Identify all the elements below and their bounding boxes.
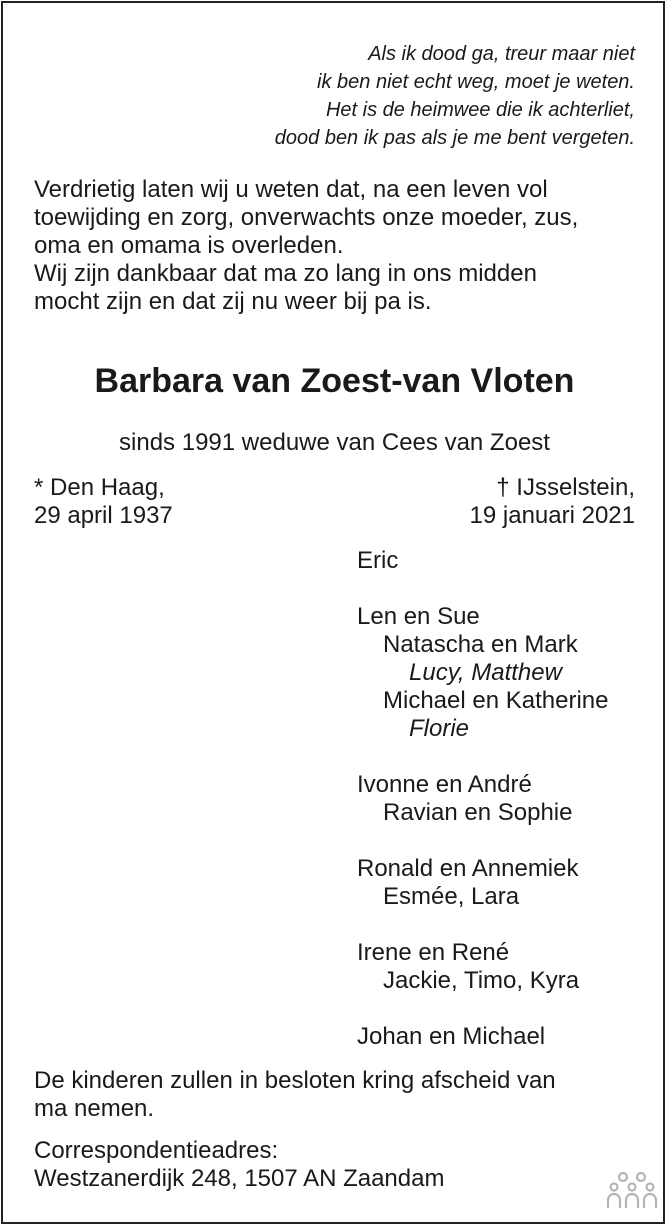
death-info [470, 474, 635, 530]
family-child-line: Johan en Michael [357, 1023, 546, 1050]
intro-line: Verdrietig laten wij u weten dat, na een leven vol [34, 176, 548, 203]
address-value: Westzanerdijk 248, 1507 AN Zaandam [34, 1165, 445, 1192]
family-grandchild-partner-line: Esmée, Lara [383, 883, 520, 910]
family-spacer [357, 743, 608, 771]
poem-line: dood ben ik pas als je me bent vergeten. [274, 127, 635, 149]
people-group-icon [606, 1168, 658, 1210]
intro-text [34, 176, 639, 316]
poem-line: Als ik dood ga, treur maar niet [368, 43, 635, 65]
family-list [357, 547, 608, 1051]
family-grandchild-partner-line: Michael en Katherine [383, 687, 609, 714]
birth-info [34, 474, 173, 530]
family-spacer [357, 827, 608, 855]
closing-text [34, 1067, 556, 1123]
family-grandchild-partner-line: Jackie, Timo, Kyra [383, 967, 580, 994]
family-grandchild-line: Florie [409, 715, 470, 742]
family-child-line: Ivonne en André [357, 771, 532, 798]
family-child-line: Len en Sue [357, 603, 480, 630]
intro-line: mocht zijn en dat zij nu weer bij pa is. [34, 288, 432, 315]
death-place: † IJsselstein, [496, 474, 635, 501]
address-label: Correspondentieadres: [34, 1137, 279, 1164]
closing-line: De kinderen zullen in besloten kring afscheid van [34, 1067, 556, 1094]
correspondence-address [34, 1137, 444, 1193]
poem [275, 40, 635, 152]
intro-line: toewijding en zorg, onverwachts onze moeder, zus, [34, 204, 579, 231]
widow-line: sinds 1991 weduwe van Cees van Zoest [119, 429, 550, 456]
family-child-line: Ronald en Annemiek [357, 855, 579, 882]
birth-place: * Den Haag, [34, 474, 165, 501]
death-date: 19 januari 2021 [469, 502, 635, 529]
family-child-line: Irene en René [357, 939, 510, 966]
closing-line: ma nemen. [34, 1095, 155, 1122]
intro-line: oma en omama is overleden. [34, 232, 344, 259]
family-child-line: Eric [357, 547, 399, 574]
intro-line: Wij zijn dankbaar dat ma zo lang in ons midden [34, 260, 537, 287]
birth-date: 29 april 1937 [34, 502, 173, 529]
family-spacer [357, 911, 608, 939]
family-grandchild-partner-line: Natascha en Mark [383, 631, 578, 658]
deceased-name: Barbara van Zoest-van Vloten [94, 362, 575, 400]
family-spacer [357, 995, 608, 1023]
poem-line: ik ben niet echt weg, moet je weten. [317, 71, 635, 93]
family-grandchild-partner-line: Ravian en Sophie [383, 799, 573, 826]
poem-line: Het is de heimwee die ik achterliet, [325, 99, 635, 121]
family-spacer [357, 575, 608, 603]
family-grandchild-line: Lucy, Matthew [409, 659, 562, 686]
